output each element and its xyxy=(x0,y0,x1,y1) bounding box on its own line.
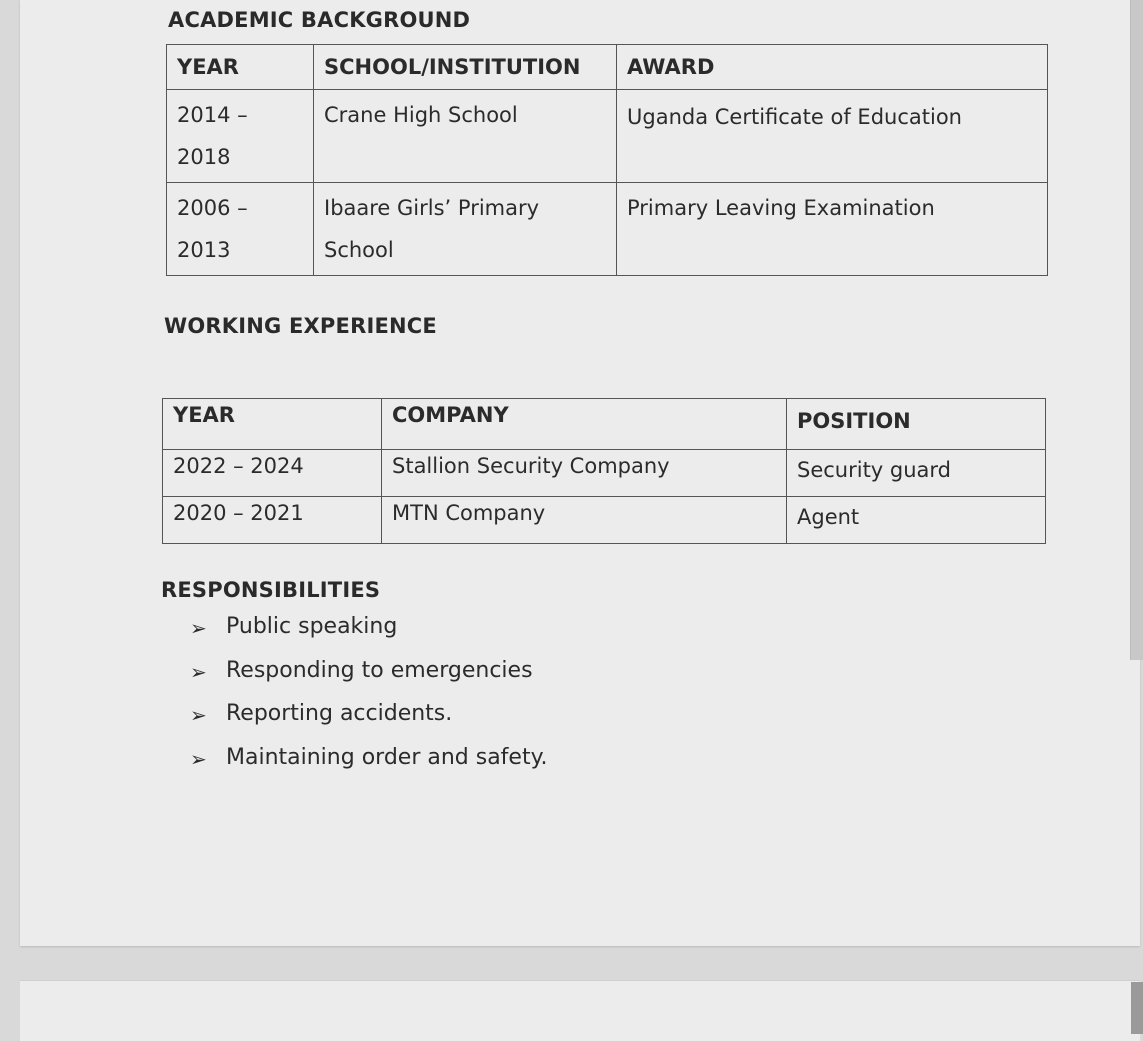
table-row xyxy=(163,450,1046,497)
col-header-award: AWARD xyxy=(617,45,1048,90)
next-document-page xyxy=(20,980,1140,1041)
award-name: Uganda Certificate of Education xyxy=(627,105,962,129)
year-end: 2013 xyxy=(177,238,231,262)
school-cell xyxy=(314,183,617,276)
list-item-text: Reporting accidents. xyxy=(226,701,453,726)
arrowhead-bullet-icon: ➢ xyxy=(190,703,207,727)
table-row xyxy=(163,497,1046,544)
arrowhead-bullet-icon: ➢ xyxy=(190,616,207,640)
table-row xyxy=(167,183,1048,276)
year-cell: 2022 – 2024 xyxy=(163,450,382,497)
table-row xyxy=(167,90,1048,183)
col-header-year: YEAR xyxy=(167,45,314,90)
position-cell: Agent xyxy=(787,497,1046,544)
academic-table xyxy=(166,44,1048,276)
school-cell xyxy=(314,90,617,183)
award-cell xyxy=(617,90,1048,183)
school-name: Crane High School xyxy=(324,103,518,127)
school-name-cont: School xyxy=(324,238,394,262)
table-header-row xyxy=(163,399,1046,450)
work-table xyxy=(162,398,1046,544)
list-item xyxy=(190,745,547,789)
year-start: 2014 – xyxy=(177,103,248,127)
list-item-text: Responding to emergencies xyxy=(226,657,533,683)
company-cell: Stallion Security Company xyxy=(382,450,787,497)
col-header-year: YEAR xyxy=(163,399,382,450)
col-header-company: COMPANY xyxy=(382,399,787,450)
position-cell: Security guard xyxy=(787,450,1046,497)
table-header-row xyxy=(167,45,1048,90)
arrowhead-bullet-icon: ➢ xyxy=(190,746,207,771)
arrowhead-bullet-icon: ➢ xyxy=(190,659,207,684)
work-heading: WORKING EXPERIENCE xyxy=(164,314,437,338)
vertical-scrollbar-thumb-next[interactable] xyxy=(1131,982,1143,1034)
company-cell: MTN Company xyxy=(382,497,787,544)
year-cell xyxy=(167,90,314,183)
list-item xyxy=(190,614,547,658)
col-header-school: SCHOOL/INSTITUTION xyxy=(314,45,617,90)
year-cell xyxy=(167,183,314,276)
list-item xyxy=(190,701,547,745)
year-end: 2018 xyxy=(177,145,231,169)
responsibilities-list xyxy=(190,614,547,788)
year-cell: 2020 – 2021 xyxy=(163,497,382,544)
award-cell xyxy=(617,183,1048,276)
vertical-scrollbar-thumb[interactable] xyxy=(1130,0,1143,660)
award-name: Primary Leaving Examination xyxy=(627,196,935,220)
list-item xyxy=(190,658,547,702)
list-item-text: Maintaining order and safety. xyxy=(226,744,548,770)
list-item-text: Public speaking xyxy=(226,614,398,639)
school-name: Ibaare Girls’ Primary xyxy=(324,196,540,220)
academic-heading: ACADEMIC BACKGROUND xyxy=(168,8,471,32)
year-start: 2006 – xyxy=(177,196,248,220)
responsibilities-heading: RESPONSIBILITIES xyxy=(161,578,381,602)
col-header-position: POSITION xyxy=(787,399,1046,450)
document-page xyxy=(20,0,1140,946)
